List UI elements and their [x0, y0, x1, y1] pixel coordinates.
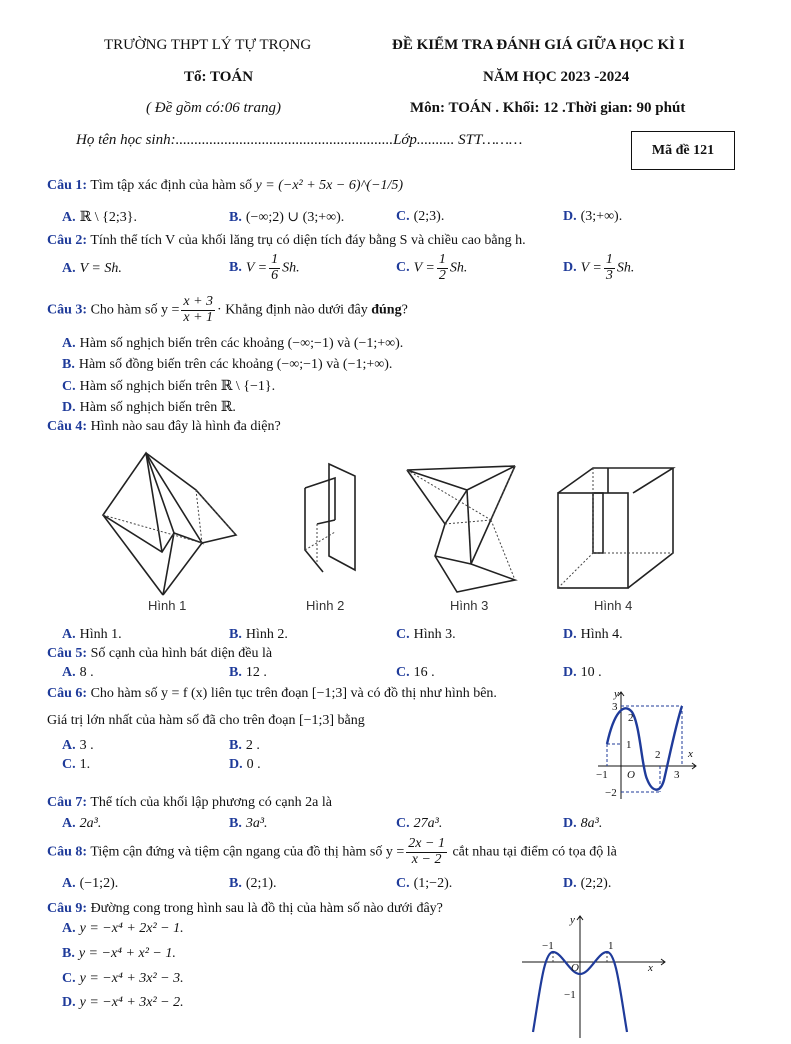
- q9-option-d[interactable]: D. y = −x⁴ + 3x² − 2.: [62, 995, 184, 1010]
- figure-4-caption: Hình 4: [594, 598, 633, 613]
- question-6: Câu 6: Cho hàm số y = f (x) liên tục trên đoạn [−1;3] và có đồ thị như hình bên.: [47, 686, 497, 701]
- q6-x-label: x: [688, 748, 693, 760]
- question-1: [47, 178, 403, 194]
- q6-option-b[interactable]: B. 2 .: [229, 738, 260, 753]
- figure-3-caption: Hình 3: [450, 598, 489, 613]
- q8-option-d[interactable]: D. (2;2).: [563, 876, 612, 891]
- q9-label-neg1y: −1: [564, 989, 576, 1001]
- exam-title: ĐỀ KIỂM TRA ĐÁNH GIÁ GIỮA HỌC KÌ I: [392, 37, 685, 53]
- q3-option-d[interactable]: D. Hàm số nghịch biến trên ℝ.: [62, 400, 236, 415]
- q5-option-c[interactable]: C. 16 .: [396, 665, 435, 680]
- question-2: Câu 2: Tính thể tích V của khối lăng trụ có diện tích đáy bằng S và chiều cao bằng h.: [47, 233, 526, 248]
- figure-1-caption: Hình 1: [148, 598, 187, 613]
- figure-4: [553, 465, 683, 595]
- question-5: Câu 5: Số cạnh của hình bát diện đều là: [47, 646, 273, 661]
- q1-option-c[interactable]: C. (2;3).: [396, 209, 445, 224]
- q5-option-a[interactable]: A. 8 .: [62, 665, 94, 680]
- question-text: Tìm tập xác định của hàm số: [90, 178, 253, 193]
- q4-option-a[interactable]: A. Hình 1.: [62, 627, 122, 642]
- q6-label-3y: 3: [612, 701, 618, 713]
- q4-option-d[interactable]: D. Hình 4.: [563, 627, 623, 642]
- q6-y-label: y: [614, 688, 619, 700]
- q9-origin: O: [571, 962, 579, 974]
- q5-option-b[interactable]: B. 12 .: [229, 665, 267, 680]
- q3-option-c[interactable]: C. Hàm số nghịch biến trên ℝ \ {−1}.: [62, 379, 276, 394]
- function-expression: y = (−x² + 5x − 6)^(−1/5): [255, 178, 404, 193]
- q6-label-neg2: −2: [605, 787, 617, 799]
- q6-graph: [592, 684, 702, 802]
- school-name: TRƯỜNG THPT LÝ TỰ TRỌNG: [104, 37, 312, 53]
- q4-option-c[interactable]: C. Hình 3.: [396, 627, 456, 642]
- question-9: Câu 9: Đường cong trong hình sau là đồ thị của hàm số nào dưới đây?: [47, 901, 443, 916]
- q3-option-b[interactable]: B. Hàm số đồng biến trên các khoảng (−∞;−1) và (−1;+∞).: [62, 357, 393, 372]
- q8-option-a[interactable]: A. (−1;2).: [62, 876, 119, 891]
- q9-label-neg1x: −1: [542, 940, 554, 952]
- figure-2-caption: Hình 2: [306, 598, 345, 613]
- q7-option-d[interactable]: D. 8a³.: [563, 816, 603, 831]
- figure-2: [295, 460, 365, 580]
- q6-label-3x: 3: [674, 769, 680, 781]
- student-info-line: Họ tên học sinh:..........................................................Lớp.......... STT………: [76, 132, 523, 148]
- question-4: Câu 4: Hình nào sau đây là hình đa diện?: [47, 419, 281, 434]
- q1-option-d[interactable]: D. (3;+∞).: [563, 209, 623, 224]
- subject-line: Môn: TOÁN . Khối: 12 .Thời gian: 90 phút: [410, 100, 686, 116]
- q6-label-2x: 2: [655, 749, 661, 761]
- q9-x-label: x: [648, 962, 653, 974]
- q9-label-1x: 1: [608, 940, 614, 952]
- q9-option-c[interactable]: C. y = −x⁴ + 3x² − 3.: [62, 971, 184, 986]
- q1-option-a[interactable]: A. ℝ \ {2;3}.: [62, 210, 137, 225]
- q6-label-1: 1: [626, 739, 632, 751]
- q6-origin: O: [627, 769, 635, 781]
- q7-option-a[interactable]: A. 2a³.: [62, 816, 102, 831]
- q2-option-b[interactable]: B. V = $\frac{1}{6}$ Sh.: [229, 252, 300, 283]
- q6-curve: [607, 706, 682, 790]
- q5-option-d[interactable]: D. 10 .: [563, 665, 602, 680]
- school-year: NĂM HỌC 2023 -2024: [483, 69, 630, 85]
- q9-option-a[interactable]: A. y = −x⁴ + 2x² − 1.: [62, 921, 184, 936]
- q4-option-b[interactable]: B. Hình 2.: [229, 627, 288, 642]
- figure-3: [405, 460, 525, 600]
- q6-label-2top: 2: [628, 712, 634, 724]
- q6-option-d[interactable]: D. 0 .: [229, 757, 261, 772]
- q2-option-d[interactable]: D. V = $\frac{1}{3}$ Sh.: [563, 252, 635, 283]
- q3-option-a[interactable]: A. Hàm số nghịch biến trên các khoảng (−∞;−1) và (−1;+∞).: [62, 336, 404, 351]
- question-label: Câu 1:: [47, 178, 88, 193]
- q2-option-a[interactable]: A. V = Sh.: [62, 261, 122, 276]
- q6-option-a[interactable]: A. 3 .: [62, 738, 94, 753]
- q8-option-b[interactable]: B. (2;1).: [229, 876, 277, 891]
- q7-option-b[interactable]: B. 3a³.: [229, 816, 268, 831]
- q9-graph: [520, 910, 670, 1040]
- figure-1: [100, 445, 240, 600]
- department: Tổ: TOÁN: [184, 69, 254, 85]
- q9-option-b[interactable]: B. y = −x⁴ + x² − 1.: [62, 946, 176, 961]
- q6-option-c[interactable]: C. 1.: [62, 757, 91, 772]
- question-7: Câu 7: Thể tích của khối lập phương có cạnh 2a là: [47, 795, 332, 810]
- q8-option-c[interactable]: C. (1;−2).: [396, 876, 453, 891]
- question-8: Câu 8: Tiệm cận đứng và tiệm cận ngang của đồ thị hàm số y = $\frac{2x - 1}{x - 2}$ cắt nhau tại điểm có tọa độ là: [47, 836, 617, 867]
- q6-label-neg1: −1: [596, 769, 608, 781]
- exam-code-box: [631, 131, 735, 170]
- exam-code: Mã đề 121: [651, 142, 715, 158]
- q1-option-b[interactable]: B. (−∞;2) ∪ (3;+∞).: [229, 210, 345, 225]
- question-6-line2: Giá trị lớn nhất của hàm số đã cho trên đoạn [−1;3] bằng: [47, 713, 365, 728]
- pages-note: ( Đề gồm có:06 trang): [146, 100, 281, 116]
- q2-option-c[interactable]: C. V = $\frac{1}{2}$ Sh.: [396, 252, 468, 283]
- q9-y-label: y: [570, 914, 575, 926]
- question-3: Câu 3: Cho hàm số y = $\frac{x + 3}{x + 1}$ · Khẳng định nào dưới đây đúng?: [47, 294, 408, 325]
- q7-option-c[interactable]: C. 27a³.: [396, 816, 443, 831]
